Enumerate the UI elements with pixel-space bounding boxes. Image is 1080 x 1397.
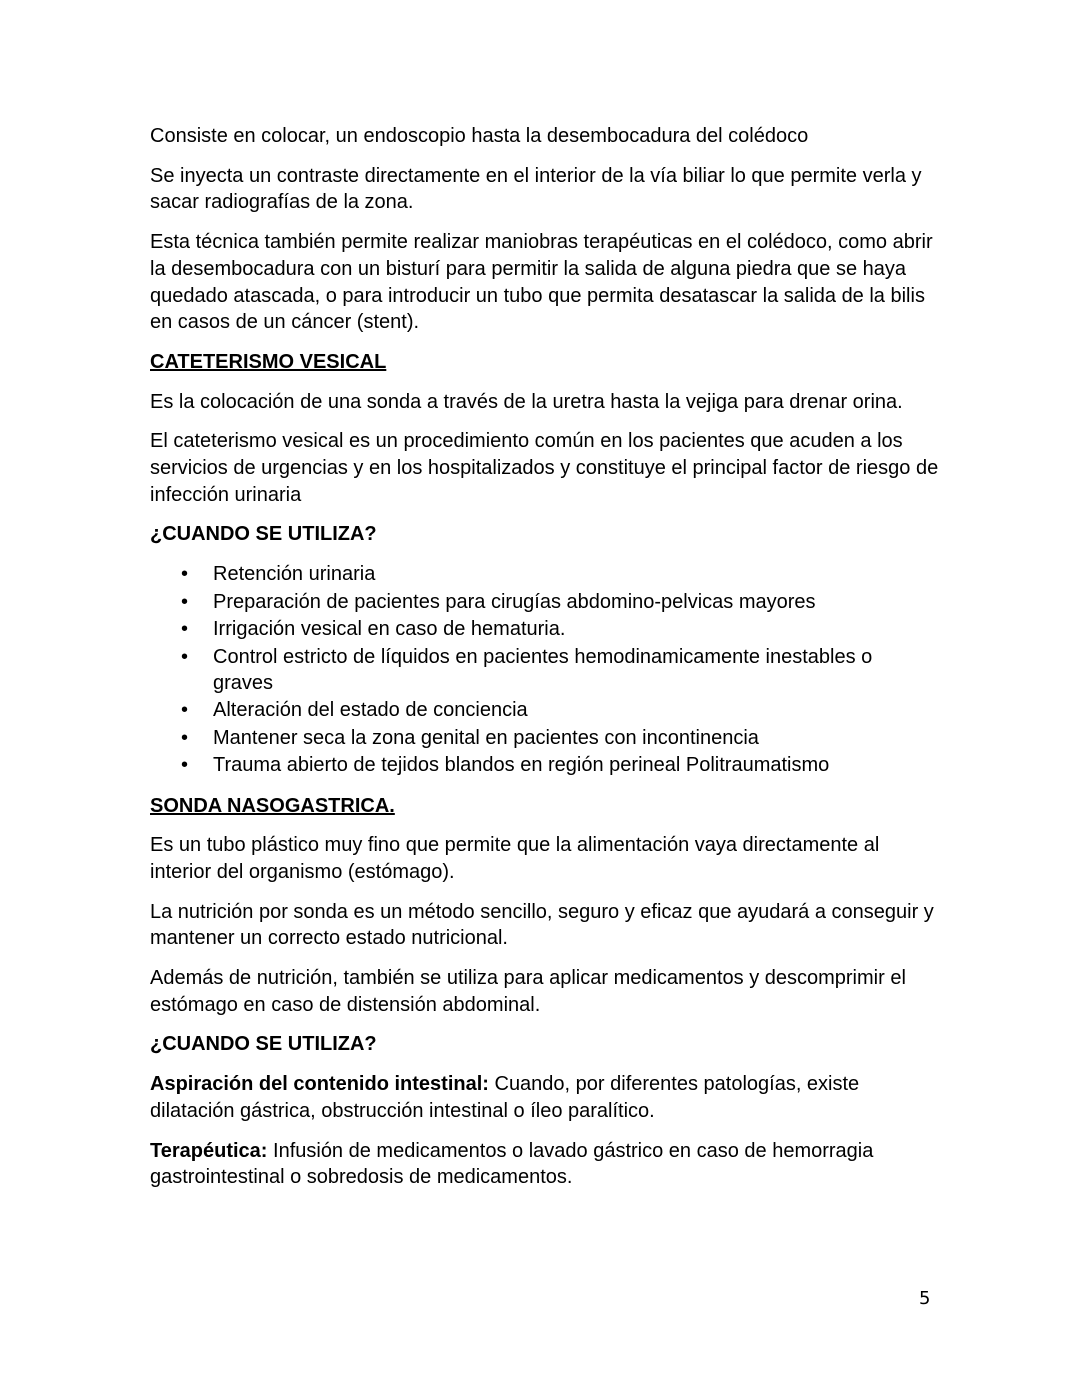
list-item-text: Mantener seca la zona genital en pacientes con incontinencia [213,726,759,749]
list-item-text: Retención urinaria [213,563,376,586]
paragraph: Se inyecta un contraste directamente en el interior de la vía biliar lo que permite verla y sacar radiografías de la zona. [150,164,922,214]
list-item [150,589,940,617]
use-paragraph [150,1138,940,1191]
list-item [150,616,940,644]
bullet-icon: • [181,699,189,722]
list-item-text: Control estricto de líquidos en pacientes hemodinamicamente inestables o graves [213,645,873,695]
list-item-text: Preparación de pacientes para cirugías abdomino-pelvicas mayores [213,590,816,613]
subheading-uses: ¿CUANDO SE UTILIZA? [150,1033,377,1056]
paragraph: Es un tubo plástico muy fino que permite que la alimentación vaya directamente al interior del organismo (estómago). [150,834,880,883]
use-text: Infusión de medicamentos o lavado gástrico en caso de hemorragia gastrointestinal o sobredosis de medicamentos. [150,1139,874,1189]
bullet-icon: • [181,563,189,586]
use-paragraph [150,1071,940,1124]
bullet-icon: • [181,590,189,613]
list-item [150,697,940,725]
paragraph: Además de nutrición, también se utiliza para aplicar medicamentos y descomprimir el estómago en caso de distensión abdominal. [150,967,906,1016]
bullet-icon: • [181,726,189,749]
list-item [150,752,940,780]
paragraph: Esta técnica también permite realizar maniobras terapéuticas en el colédoco, como abrir la desembocadura con un bisturí para permitir la salida de alguna piedra que se haya quedado atascada, o para introducir un tubo que permita desatascar la salida de la bilis en casos de un cáncer (stent). [150,231,933,334]
bullet-icon: • [181,618,189,641]
use-label: Terapéutica: [150,1139,268,1162]
paragraph: La nutrición por sonda es un método sencillo, seguro y eficaz que ayudará a conseguir y mantener un correcto estado nutricional. [150,900,934,950]
page-number: 5 [919,1288,931,1309]
uses-list [150,561,940,779]
paragraph: El cateterismo vesical es un procedimiento común en los pacientes que acuden a los servicios de urgencias y en los hospitalizados y constituye el principal factor de riesgo de infección urinaria [150,430,939,506]
list-item-text: Alteración del estado de conciencia [213,699,528,722]
list-item-text: Irrigación vesical en caso de hematuria. [213,618,566,641]
list-item [150,725,940,753]
paragraph: Es la colocación de una sonda a través de la uretra hasta la vejiga para drenar orina. [150,390,903,413]
document-body [150,123,940,1204]
use-label: Aspiración del contenido intestinal: [150,1073,489,1096]
bullet-icon: • [181,754,189,777]
list-item [150,644,940,697]
section-heading-cateterismo: CATETERISMO VESICAL [150,350,387,373]
paragraph: Consiste en colocar, un endoscopio hasta la desembocadura del colédoco [150,125,809,147]
bullet-icon: • [181,645,189,668]
list-item-text: Trauma abierto de tejidos blandos en región perineal Politraumatismo [213,754,830,777]
use-text: Cuando, por diferentes patologías, existe dilatación gástrica, obstrucción intestinal o íleo paralítico. [150,1073,860,1122]
section-heading-sonda: SONDA NASOGASTRICA. [150,794,395,817]
subheading-uses: ¿CUANDO SE UTILIZA? [150,523,377,546]
list-item [150,561,940,589]
